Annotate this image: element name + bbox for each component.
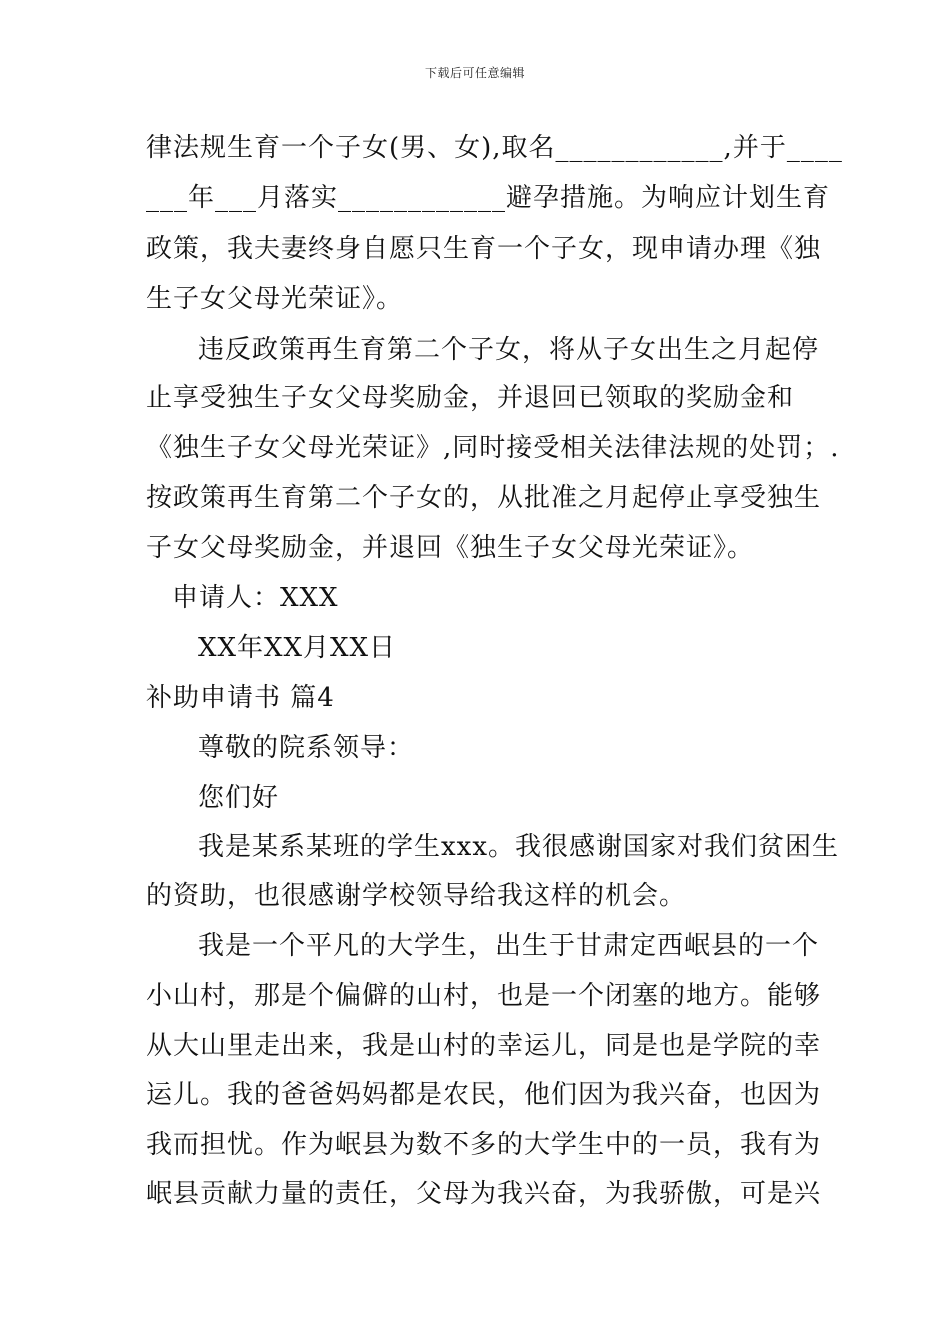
body-line: 律法规生育一个子女(男、女),取名____________,并于____ [146,133,843,163]
body-line: ___年___月落实____________避孕措施。为响应计划生育 [146,183,831,213]
section-title: 补助申请书 篇4 [146,683,335,713]
body-line: 生子女父母光荣证》。 [146,284,404,314]
date-line: XX年XX月XX日 [198,633,397,663]
body-line: 的资助，也很感谢学校领导给我这样的机会。 [146,881,687,911]
body-line: 《独生子女父母光荣证》,同时接受相关法律法规的处罚；. [146,433,840,463]
body-line: 止享受独生子女父母奖励金，并退回已领取的奖励金和 [146,383,795,413]
body-line: 我是一个平凡的大学生，出生于甘肃定西岷县的一个 [198,931,820,961]
body-line: 从大山里走出来，我是山村的幸运儿，同是也是学院的幸 [146,1031,822,1061]
salutation: 尊敬的院系领导： [198,733,415,763]
body-line: 我是某系某班的学生xxx。我很感谢国家对我们贫困生 [198,832,839,862]
body-line: 违反政策再生育第二个子女，将从子女出生之月起停 [198,335,820,365]
body-line: 岷县贡献力量的责任，父母为我兴奋，为我骄傲，可是兴 [146,1179,822,1209]
page-header: 下载后可任意编辑 [424,66,525,80]
body-line: 按政策再生育第二个子女的，从批准之月起停止享受独生 [146,483,822,513]
body-line: 我而担忧。作为岷县为数不多的大学生中的一员，我有为 [146,1130,822,1160]
applicant-line: 申请人：XXX [172,583,339,613]
body-line: 小山村，那是个偏僻的山村，也是一个闭塞的地方。能够 [146,981,822,1011]
greeting: 您们好 [198,783,280,813]
body-line: 运儿。我的爸爸妈妈都是农民，他们因为我兴奋，也因为 [146,1080,822,1110]
body-line: 子女父母奖励金，并退回《独生子女父母光荣证》。 [146,533,755,563]
body-line: 政策，我夫妻终身自愿只生育一个子女，现申请办理《独 [146,234,822,264]
